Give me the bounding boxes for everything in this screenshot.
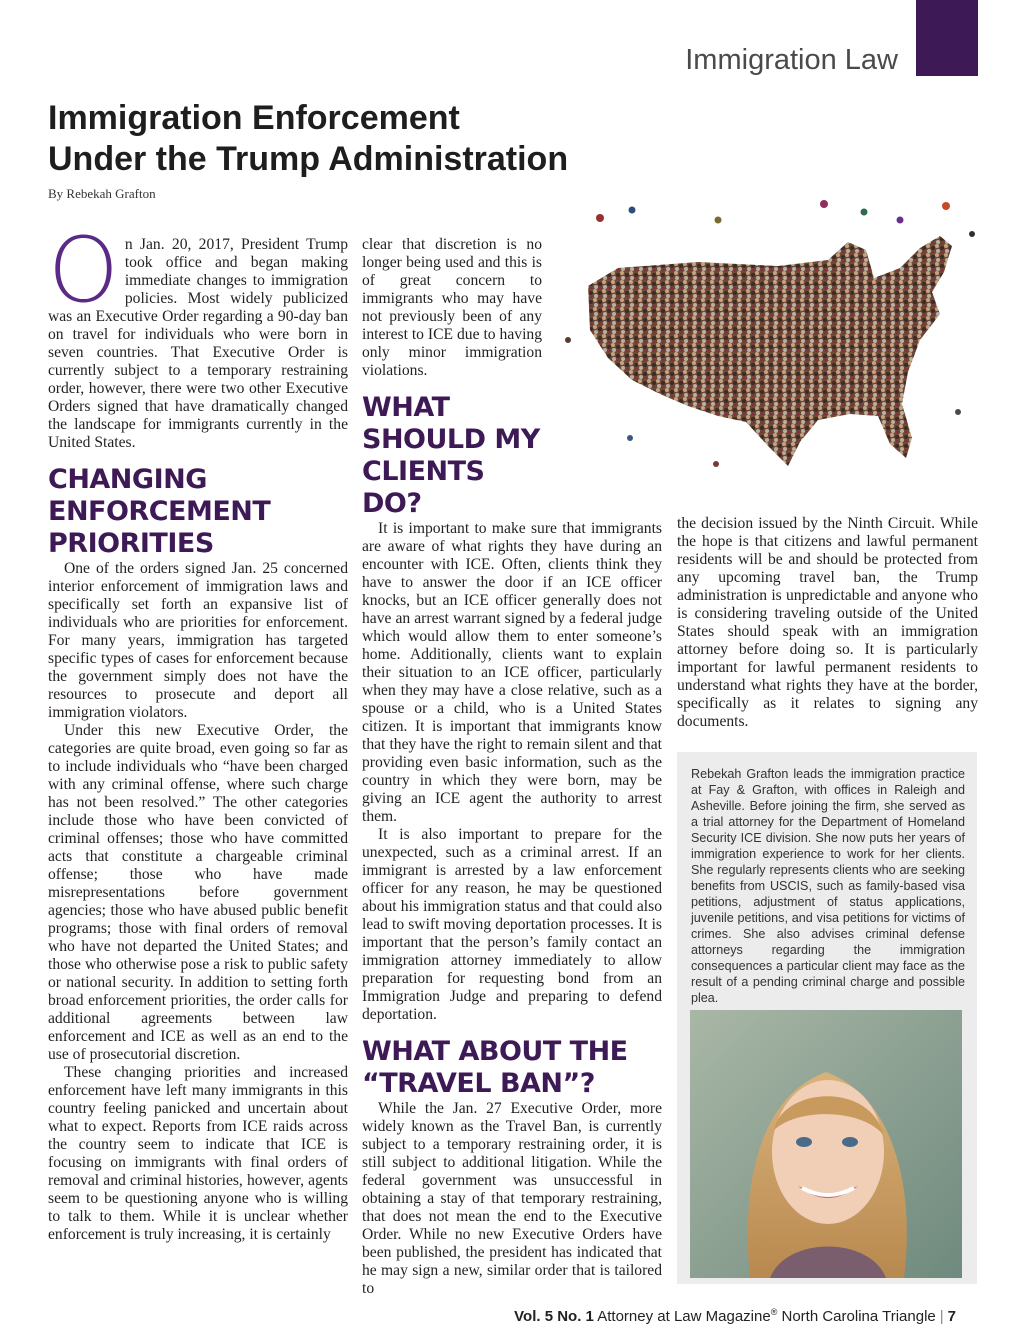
footer-separator: | [939, 1308, 944, 1325]
page-number: 7 [947, 1308, 956, 1325]
section-label: Immigration Law [685, 44, 898, 76]
section-color-tab [916, 0, 978, 76]
paragraph: While the Jan. 27 Executive Order, more widely known as the Travel Ban, is currently subject to a temporary restraining order, it is still subject to additional litigation. While the federal government was unsuccessful in obtaining a stay of that temporary restraining, that does not mean the end to the Executive Order. While no new Executive Orders have been published, the president has indicated that he may sign a new, similar order that is tailored to [362, 1100, 662, 1297]
paragraph: It is also important to prepare for the unexpected, such as a criminal arrest. If an immigrant is arrested by a law enforcement officer for any reason, he may be questioned about his immigration status and that could also lead to swift moving deportation processes. It is important that the person’s family contact an immigration attorney immediately to allow preparation for requesting bond from an Immigration Judge and preparing to defend deportation. [362, 826, 662, 1023]
author-bio-text: Rebekah Grafton leads the immigration practice at Fay & Grafton, with offices in Raleigh and Asheville. Before joining the firm, she served as a trial attorney for the Department of Homeland Security ICE division. She now puts her years of immigration experience to work for her clients. She regularly represents clients who are seeking benefits from USCIS, such as family-based visa petitions, adjustment of status applications, juvenile petitions, and visa petitions for victims of crimes. She also advises criminal defense attorneys regarding the immigration consequences a particular client may face as the result of a pending criminal charge and possible plea. [691, 767, 965, 1005]
heading-what-should-my-clients-do: WHAT SHOULD MY CLIENTS DO? [362, 392, 540, 519]
paragraph: One of the orders signed Jan. 25 concerned interior enforcement of immigration laws and specifically set forth an expansive list of individuals who are priorities for enforcement. For many years, immigration has targeted specific types of cases for enforcement because the government simply does not have the resources to prosecute and deport all immigration violators. [48, 560, 348, 721]
article-title [48, 98, 568, 180]
paragraph: It is important to make sure that immigrants are aware of what rights they have during an encounter with ICE. Often, clients think they have to answer the door if an ICE officer knocks, but an ICE officer generally does not have an arrest warrant signed by a federal judge which would allow them to enter someone’s home. Additionally, clients want to explain their situation to an ICE officer, particularly when they may have a close relative, such as a spouse or a child, who is a United States citizen. It is important that immigrants know that they have the right to remain silent and that providing even basic information, such as the country in which they were born, may be giving an ICE agent the authority to arrest them. [362, 520, 662, 825]
intro-text: n Jan. 20, 2017, President Trump took office and began making immediate changes to immigration policies. Most widely publicized was an Executive Order regarding a 90-day ban on travel for individuals who were born in seven countries. That Executive Order is currently subject to a temporary restraining order, however, there were two other Executive Orders signed that have dramatically changed the landscape for immigrants currently in the United States. [48, 236, 348, 451]
magazine-name: Attorney at Law Magazine [597, 1308, 771, 1325]
column-3 [677, 515, 978, 731]
paragraph: These changing priorities and increased enforcement have left many immigrants in this country feeling panicked and uncertain about what to expect. Reports from ICE raids across the country seem to indicate that ICE is focusing on immigrants with final orders of removal and criminal histories, however, agents seem to be questioning anyone who is willing to talk to them. While it is unclear whether enforcement is truly increasing, it is certainly [48, 1064, 348, 1243]
region-name: North Carolina Triangle [781, 1308, 936, 1325]
us-map-shape [588, 236, 952, 466]
title-line-2: Under the Trump Administration [48, 140, 569, 178]
author-bio-box [677, 752, 977, 1284]
heading-what-about-the-travel-ban: WHAT ABOUT THE “TRAVEL BAN”? [362, 1036, 628, 1099]
issue-label: Vol. 5 No. 1 [514, 1308, 594, 1325]
author-photo [690, 1010, 962, 1278]
heading-changing-enforcement-priorities: CHANGING ENFORCEMENT PRIORITIES [48, 464, 271, 559]
column-1 [48, 218, 348, 1244]
intro-paragraph [48, 218, 348, 452]
paragraph: clear that discretion is no longer being used and this is of great concern to immigrants who may have not previously been of any interest to ICE due to having only minor immigration violations. [362, 236, 542, 379]
drop-cap: O [48, 218, 119, 323]
byline: By Rebekah Grafton [48, 186, 156, 201]
us-map-crowd-illustration [548, 190, 988, 510]
paragraph: the decision issued by the Ninth Circuit. While the hope is that citizens and lawful permanent residents will be and should be protected from any upcoming travel ban, the Trump administration is unpredictable and anyone who is considering traveling outside of the United States should speak with an immigration attorney before doing so. It is particularly important for lawful permanent residents to understand what rights they have at the border, specifically as it relates to signing any documents. [677, 515, 978, 730]
registered-mark: ® [770, 1307, 778, 1317]
title-line-1: Immigration Enforcement [48, 99, 460, 137]
paragraph: Under this new Executive Order, the categories are quite broad, even going so far as to include individuals who “have been charged with any criminal offense, where such charge has not been resolved.” The other categories include those who have been convicted of criminal offenses; those who have committed acts that constitute a chargeable criminal offense; those who have made misrepresentations before government agencies; those who have abused public benefit programs; those with final orders of removal who have not departed the United States; and those who otherwise pose a risk to public safety or national security. In addition to setting forth broad enforcement priorities, the order calls for additional agreements between law enforcement and ICE as well as an end to the use of prosecutorial discretion. [48, 722, 348, 1063]
page-footer [514, 1307, 956, 1325]
